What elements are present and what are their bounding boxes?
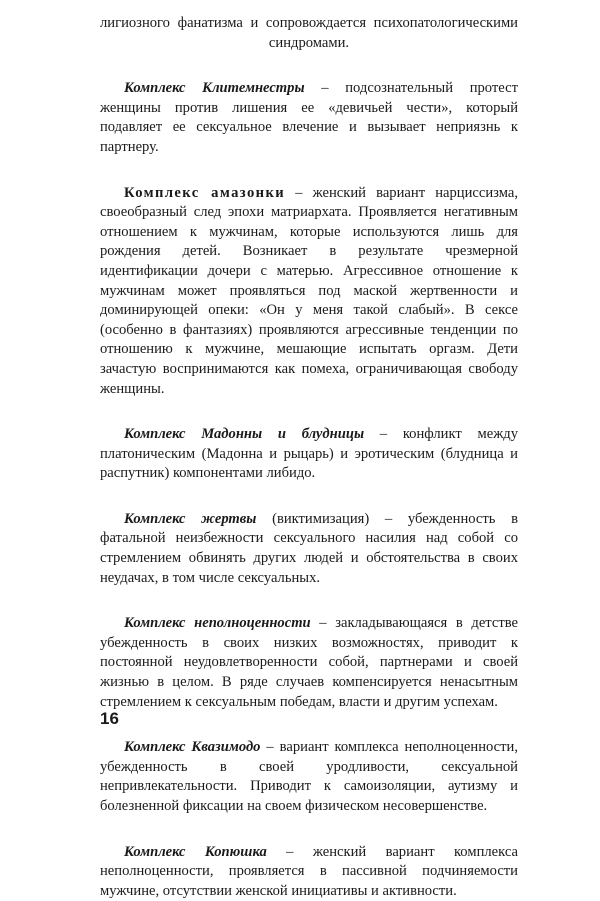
entry-term: Комплекс неполноценности [124, 615, 311, 632]
entry-term: Комплекс амазонки [124, 184, 286, 201]
entry-inferiority [100, 614, 518, 712]
entry-body: – подсознательный протест женщины против лишения ее «девичьей чести», который подавляет ее сексуальное влечение и вызывает неприязнь к партнеру. [100, 80, 518, 155]
entry-body: (виктимизация) – убежденность в фатальной неизбежности сексуального насилия над собой со стремлением обвинять других людей и обстоятельства в своих неудачах, в том числе сексуальных. [100, 510, 518, 586]
entry-klitemnestra [100, 79, 518, 157]
entry-term: Комплекс Мадонны и блудницы [124, 426, 365, 443]
entry-body: – конфликт между платоническим (Мадонна и рыцарь) и эротическим (блудница и распутник) компонентами либидо. [100, 426, 518, 482]
entry-term: Комплекс Копюшка [124, 843, 267, 860]
entry-body: – вариант комплекса неполноценности, убежденность в своей уродливости, сексуальной непривлекательности. Приводит к самоизоляции, аутизму и болезненной фиксации на своем физическом несовершенстве. [100, 739, 518, 814]
entry-madonna [100, 425, 518, 484]
entry-kopyushka [100, 843, 518, 901]
entry-amazon [100, 184, 518, 400]
page-number: 16 [100, 709, 119, 728]
entry-term: Комплекс жертвы [124, 510, 257, 527]
page-body [100, 14, 518, 901]
entry-body: – женский вариант комплекса неполноценности, проявляется в пассивной подчиняемости мужчине, отсутствии женской инициативы и активности. [100, 843, 518, 899]
entry-term: Комплекс Клитемнестры [124, 80, 305, 97]
entry-term: Комплекс Квазимодо [124, 739, 261, 756]
entry-victim [100, 510, 518, 588]
entry-body: – женский вариант нарциссизма, своеобразный след эпохи матриархата. Проявляется негативным отношением к мужчинам, которые используются лишь для рождения детей. Возникает в результате чрезмерной идентификации дочери с матерью. Агрессивное отношение к мужчинам может проявляться под маской жертвенности и доминирующей опеки: «Он у меня такой слабый». В сексе (особенно в фантазиях) проявляются агрессивные тенденции по отношению к мужчине, мешающие испытать оргазм. Дети зачастую воспринимаются как помеха, ограничивающая свободу женщины. [100, 184, 518, 397]
entry-body: – закладывающаяся в детстве убежденность в своих низких возможностях, приводит к постоянной неудовлетворенности собой, партнерами и своей жизнью в целом. В ряде случаев компенсируется ненасытным стремлением к сексуальным победам, власти и другим успехам. [100, 615, 518, 710]
intro-paragraph [100, 14, 518, 53]
intro-text: лигиозного фанатизма и сопровождается психопатологическими синдромами. [100, 15, 518, 51]
